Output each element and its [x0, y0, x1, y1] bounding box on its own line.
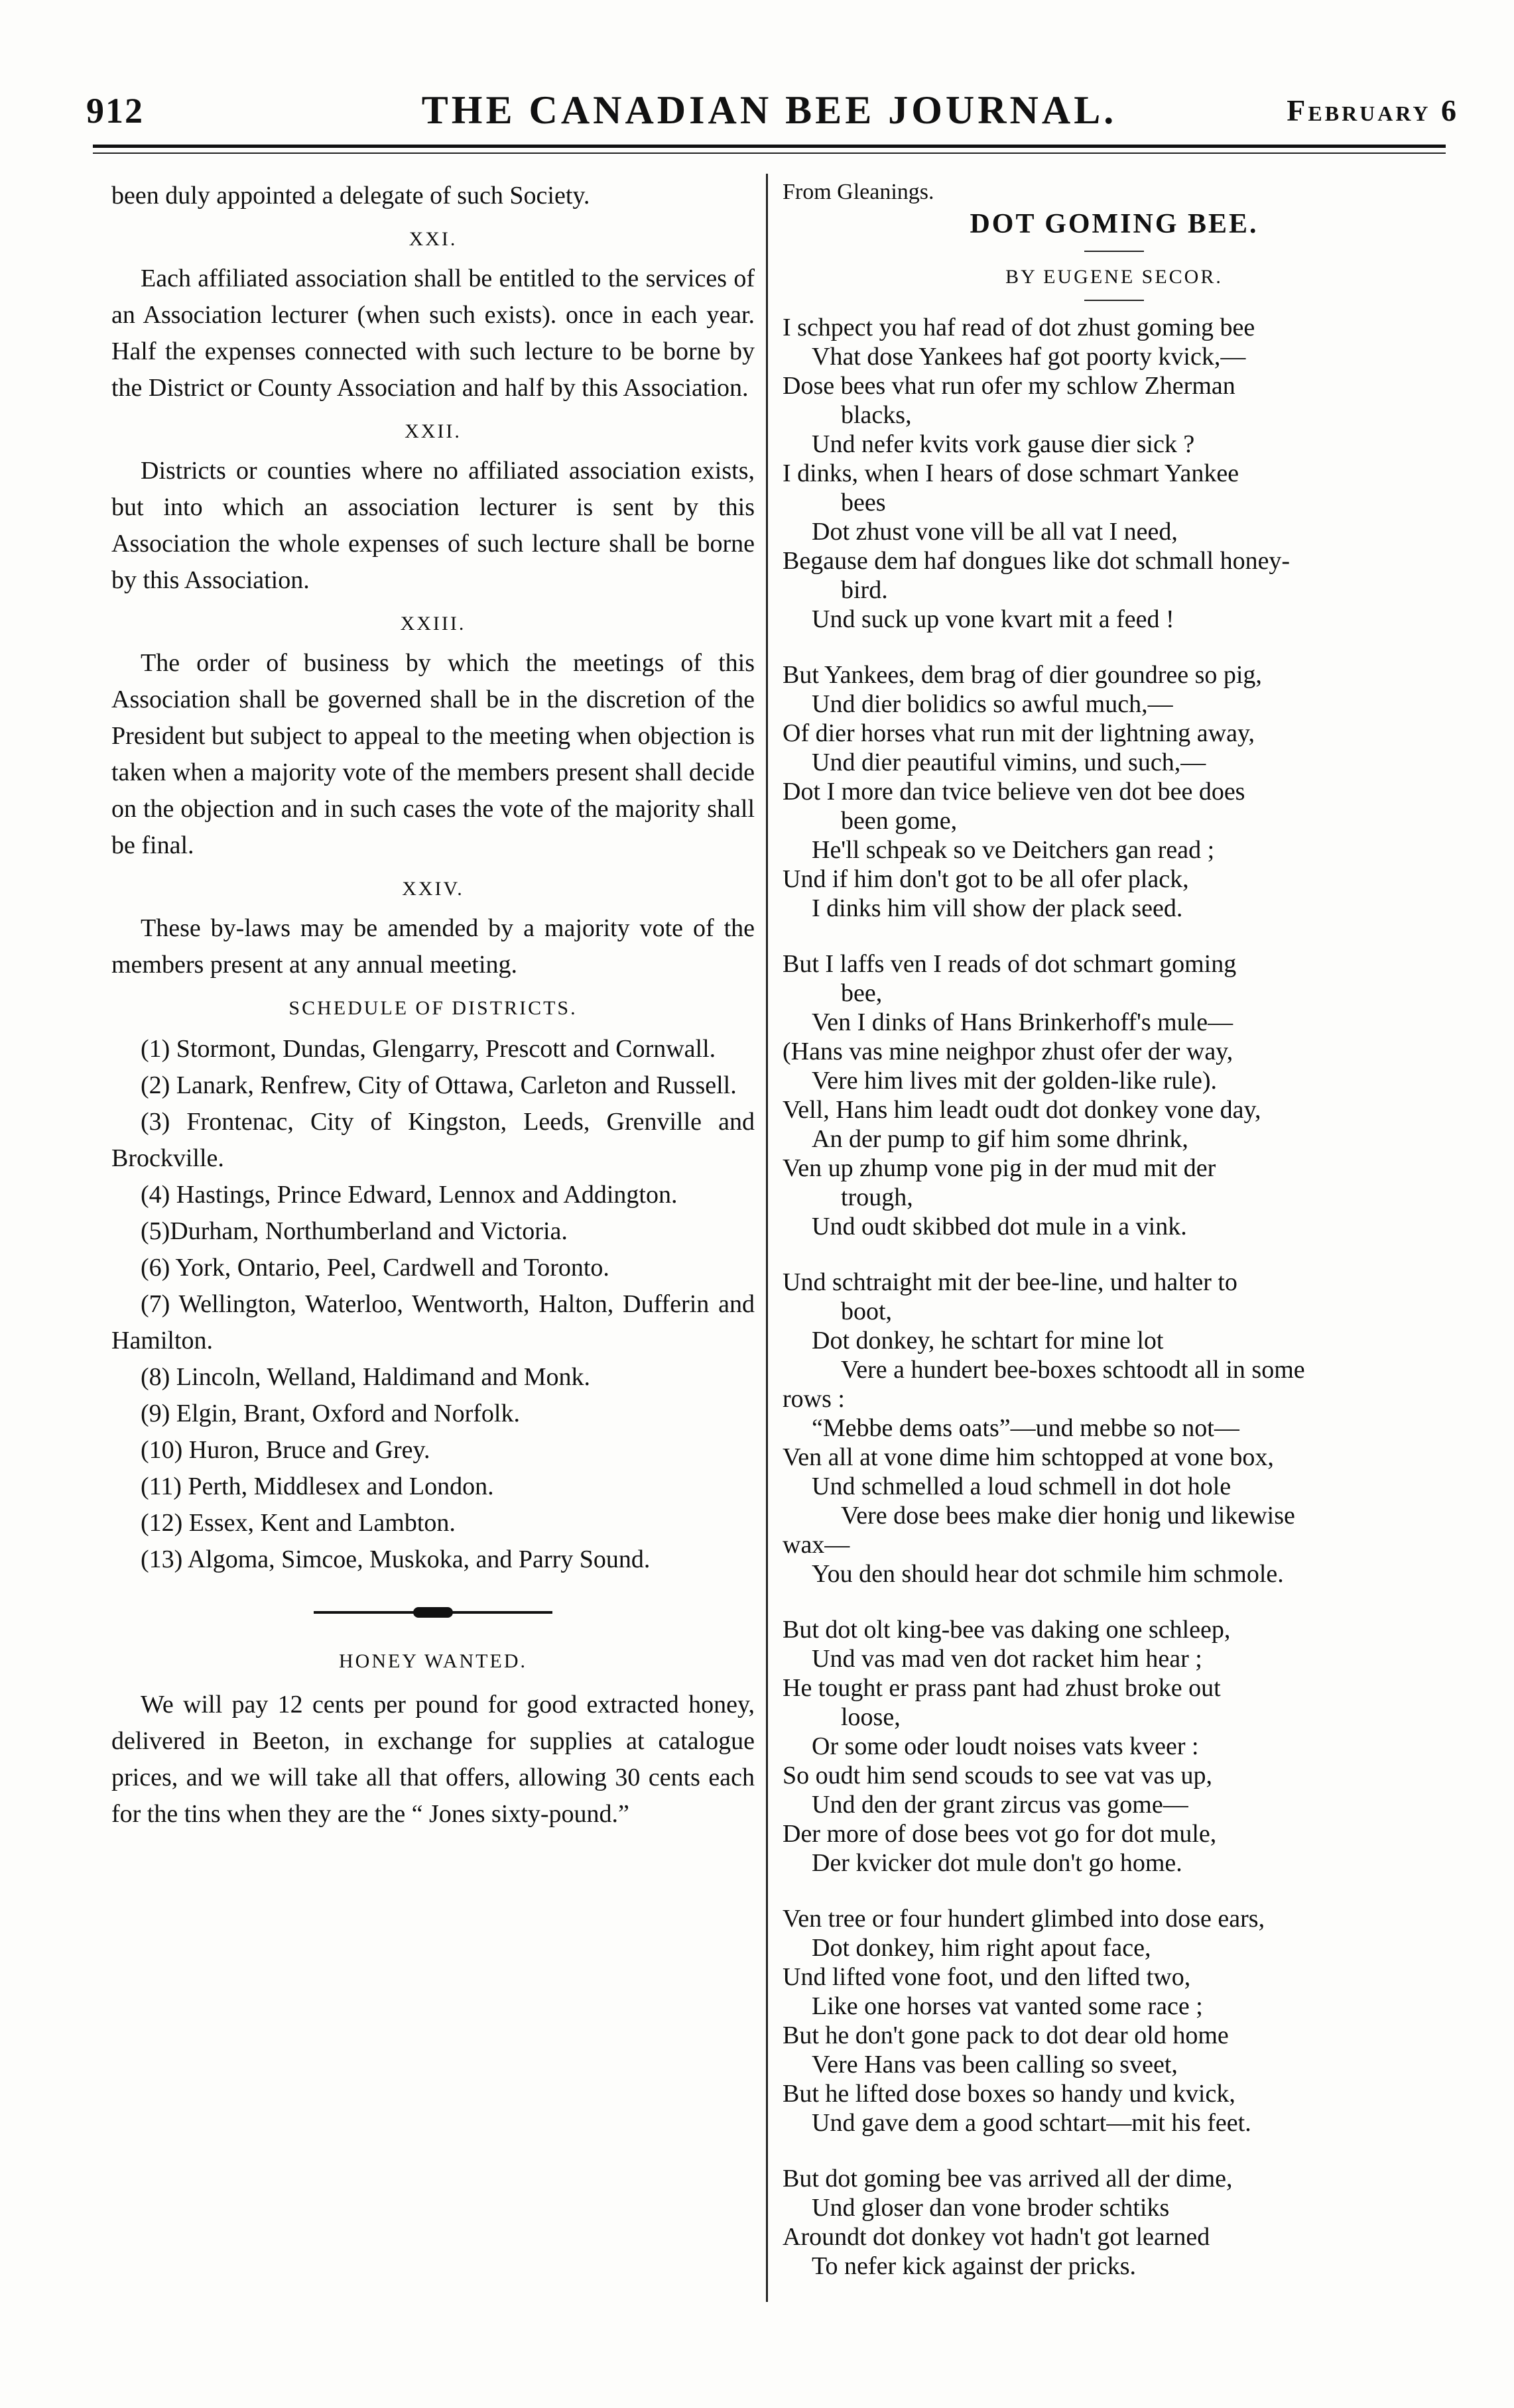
poem-line: An der pump to gif him some dhrink, [812, 1125, 1188, 1153]
poem-line: Vhat dose Yankees haf got poorty kvick,— [812, 343, 1246, 371]
poem-line: Or some oder loudt noises vats kveer : [812, 1732, 1199, 1760]
poem-line: Und lifted vone foot, und den lifted two, [783, 1963, 1191, 1991]
poem-line: Und gave dem a good schtart—mit his feet. [812, 2109, 1251, 2137]
poem-line: Der more of dose bees vot go for dot mule, [783, 1820, 1217, 1848]
district-item: (10) Huron, Bruce and Grey. [141, 1436, 430, 1464]
poem-line: Vell, Hans him leadt oudt dot donkey vone day, [783, 1096, 1261, 1124]
poem-stanza [783, 1615, 1446, 1878]
poem-line: But dot goming bee vas arrived all der dime, [783, 2165, 1233, 2193]
poem-line: But Yankees, dem brag of dier goundree so pig, [783, 661, 1262, 689]
issue-date: February 6 [1287, 93, 1459, 127]
poem-line: Dose bees vhat run ofer my schlow Zherman [783, 372, 1235, 400]
poem-line: bee, [841, 979, 883, 1007]
section-number: XXII. [405, 420, 462, 442]
section-text: The order of business by which the meetings of this Association shall be governed shall be in the discretion of the President but subject to appeal to the meeting when objection is taken when a majority vote of the members present shall decide on the objection and in such cases the vote of the majority shall be final. [111, 649, 755, 859]
poem-line: bees [841, 489, 886, 516]
district-item: (2) Lanark, Renfrew, City of Ottawa, Carleton and Russell. [141, 1071, 737, 1099]
poem-line: Und if him don't got to be all ofer plack, [783, 865, 1189, 893]
poem-line: He tought er prass pant had zhust broke out [783, 1674, 1221, 1702]
poem-line: Dot zhust vone vill be all vat I need, [812, 518, 1178, 546]
right-column [783, 178, 1446, 2307]
poem-line: Ven tree or four hundert glimbed into dose ears, [783, 1905, 1265, 1933]
poem-line: Und nefer kvits vork gause dier sick ? [812, 430, 1195, 458]
source-credit: From Gleanings. [783, 180, 934, 204]
poem-line: But he lifted dose boxes so handy und kvick, [783, 2080, 1235, 2108]
poem-line: Dot I more dan tvice believe ven dot bee does [783, 778, 1245, 806]
schedule-heading: SCHEDULE OF DISTRICTS. [288, 997, 578, 1019]
poem-stanza [783, 949, 1446, 1241]
district-list [111, 1031, 755, 1578]
poem-line: bird. [841, 576, 888, 604]
poem-line: loose, [841, 1703, 901, 1731]
section-text: These by-laws may be amended by a majority vote of the members present at any annual meeting. [111, 914, 755, 979]
poem-line: But dot olt king-bee vas daking one schleep, [783, 1616, 1231, 1644]
district-item: (4) Hastings, Prince Edward, Lennox and Addington. [141, 1181, 678, 1209]
poem-line: Und suck up vone kvart mit a feed ! [812, 605, 1174, 633]
poem-stanza [783, 1904, 1446, 2137]
district-item: (11) Perth, Middlesex and London. [141, 1473, 494, 1500]
page-header [80, 78, 1459, 138]
district-item: (7) Wellington, Waterloo, Wentworth, Halton, Dufferin and Hamilton. [111, 1290, 755, 1354]
poem-line: Und schmelled a loud schmell in dot hole [812, 1473, 1231, 1500]
poem-byline: BY EUGENE SECOR. [1005, 266, 1223, 288]
ornamental-divider [314, 1604, 552, 1620]
poem-line: Begause dem haf dongues like dot schmall honey- [783, 547, 1291, 575]
poem-line: boot, [841, 1297, 893, 1325]
poem-line: Und dier bolidics so awful much,— [812, 690, 1173, 718]
poem-line: blacks, [841, 401, 912, 429]
poem-line: Und oudt skibbed dot mule in a vink. [812, 1213, 1187, 1240]
poem-stanza [783, 2164, 1446, 2281]
honey-wanted-text: We will pay 12 cents per pound for good extracted honey, delivered in Beeton, in exchange for supplies at catalogue prices, and we will take all that offers, allowing 30 cents each for the tins when they are the “ Jones sixty-pound.” [111, 1691, 755, 1828]
poem-line: trough, [841, 1183, 913, 1211]
poem-body [783, 313, 1446, 2281]
poem-line: wax— [783, 1531, 850, 1559]
poem-line: Und gloser dan vone broder schtiks [812, 2194, 1170, 2222]
poem-line: Und schtraight mit der bee-line, und halter to [783, 1268, 1237, 1296]
poem-line: Und dier peautiful vimins, und such,— [812, 749, 1206, 776]
poem-line: So oudt him send scouds to see vat vas up, [783, 1762, 1213, 1789]
page-number: 912 [86, 91, 144, 131]
poem-line: Of dier horses vhat run mit der lightning away, [783, 719, 1255, 747]
poem-line: Dot donkey, he schtart for mine lot [812, 1327, 1164, 1354]
poem-title: DOT GOMING BEE. [970, 209, 1259, 239]
district-item: (12) Essex, Kent and Lambton. [141, 1509, 456, 1537]
poem-line: But I laffs ven I reads of dot schmart goming [783, 950, 1237, 978]
district-item: (13) Algoma, Simcoe, Muskoka, and Parry Sound. [141, 1545, 651, 1573]
poem-line: Ven all at vone dime him schtopped at vone box, [783, 1443, 1274, 1471]
poem-line: Und vas mad ven dot racket him hear ; [812, 1645, 1202, 1673]
poem-line: Like one horses vat vanted some race ; [812, 1992, 1203, 2020]
poem-line: Vere him lives mit der golden-like rule). [812, 1067, 1217, 1095]
header-rule-thin [93, 152, 1446, 154]
poem-line: Aroundt dot donkey vot hadn't got learned [783, 2223, 1210, 2251]
poem-line: But he don't gone pack to dot dear old home [783, 2021, 1229, 2049]
poem-stanza [783, 313, 1446, 634]
poem-line: I dinks him vill show der plack seed. [812, 894, 1183, 922]
poem-stanza [783, 660, 1446, 923]
title-rule [1084, 251, 1144, 252]
section-text: Each affiliated association shall be entitled to the services of an Association lecturer (when such exists). once in each year. Half the expenses connected with such lecture to be borne by the District or County Association and half by this Association. [111, 265, 755, 402]
poem-line: Der kvicker dot mule don't go home. [812, 1849, 1182, 1877]
district-item: (3) Frontenac, City of Kingston, Leeds, Grenville and Brockville. [111, 1108, 755, 1172]
poem-line: Vere a hundert bee-boxes schtoodt all in some [841, 1356, 1305, 1384]
journal-title: THE CANADIAN BEE JOURNAL. [421, 88, 1117, 132]
district-item: (5)Durham, Northumberland and Victoria. [141, 1217, 568, 1245]
poem-line: I schpect you haf read of dot zhust goming bee [783, 314, 1255, 341]
bylaw-continuation: been duly appointed a delegate of such Society. [111, 182, 590, 210]
poem-line: I dinks, when I hears of dose schmart Yankee [783, 459, 1239, 487]
poem-line: Vere dose bees make dier honig und likewise [841, 1502, 1295, 1530]
district-item: (8) Lincoln, Welland, Haldimand and Monk. [141, 1363, 590, 1391]
poem-line: (Hans vas mine neighpor zhust ofer der way, [783, 1038, 1233, 1065]
district-item: (1) Stormont, Dundas, Glengarry, Prescott and Cornwall. [141, 1035, 716, 1063]
poem-stanza [783, 1268, 1446, 1589]
left-column [111, 178, 755, 1833]
poem-line: Ven I dinks of Hans Brinkerhoff's mule— [812, 1008, 1233, 1036]
header-rule [93, 145, 1446, 148]
poem-line: “Mebbe dems oats”—und mebbe so not— [812, 1414, 1239, 1442]
column-divider [766, 174, 768, 2302]
poem-line: Vere Hans vas been calling so sveet, [812, 2051, 1178, 2078]
byline-rule [1084, 300, 1144, 301]
honey-wanted-heading: HONEY WANTED. [339, 1650, 527, 1672]
poem-line: To nefer kick against der pricks. [812, 2252, 1137, 2280]
poem-line: He'll schpeak so ve Deitchers gan read ; [812, 836, 1215, 864]
poem-line: Ven up zhump vone pig in der mud mit der [783, 1154, 1216, 1182]
poem-line: rows : [783, 1385, 845, 1413]
section-number: XXIV. [402, 878, 464, 900]
poem-line: Und den der grant zircus vas gome— [812, 1791, 1188, 1819]
section-number: XXI. [409, 228, 458, 250]
district-item: (9) Elgin, Brant, Oxford and Norfolk. [141, 1400, 520, 1427]
poem-line: been gome, [841, 807, 958, 835]
section-number: XXIII. [400, 613, 466, 634]
poem-line: Dot donkey, him right apout face, [812, 1934, 1151, 1962]
district-item: (6) York, Ontario, Peel, Cardwell and Toronto. [141, 1254, 609, 1282]
poem-line: You den should hear dot schmile him schmole. [812, 1560, 1284, 1588]
section-text: Districts or counties where no affiliated association exists, but into which an association lecturer is sent by this Association the whole expenses of such lecture shall be borne by this Association. [111, 457, 755, 594]
